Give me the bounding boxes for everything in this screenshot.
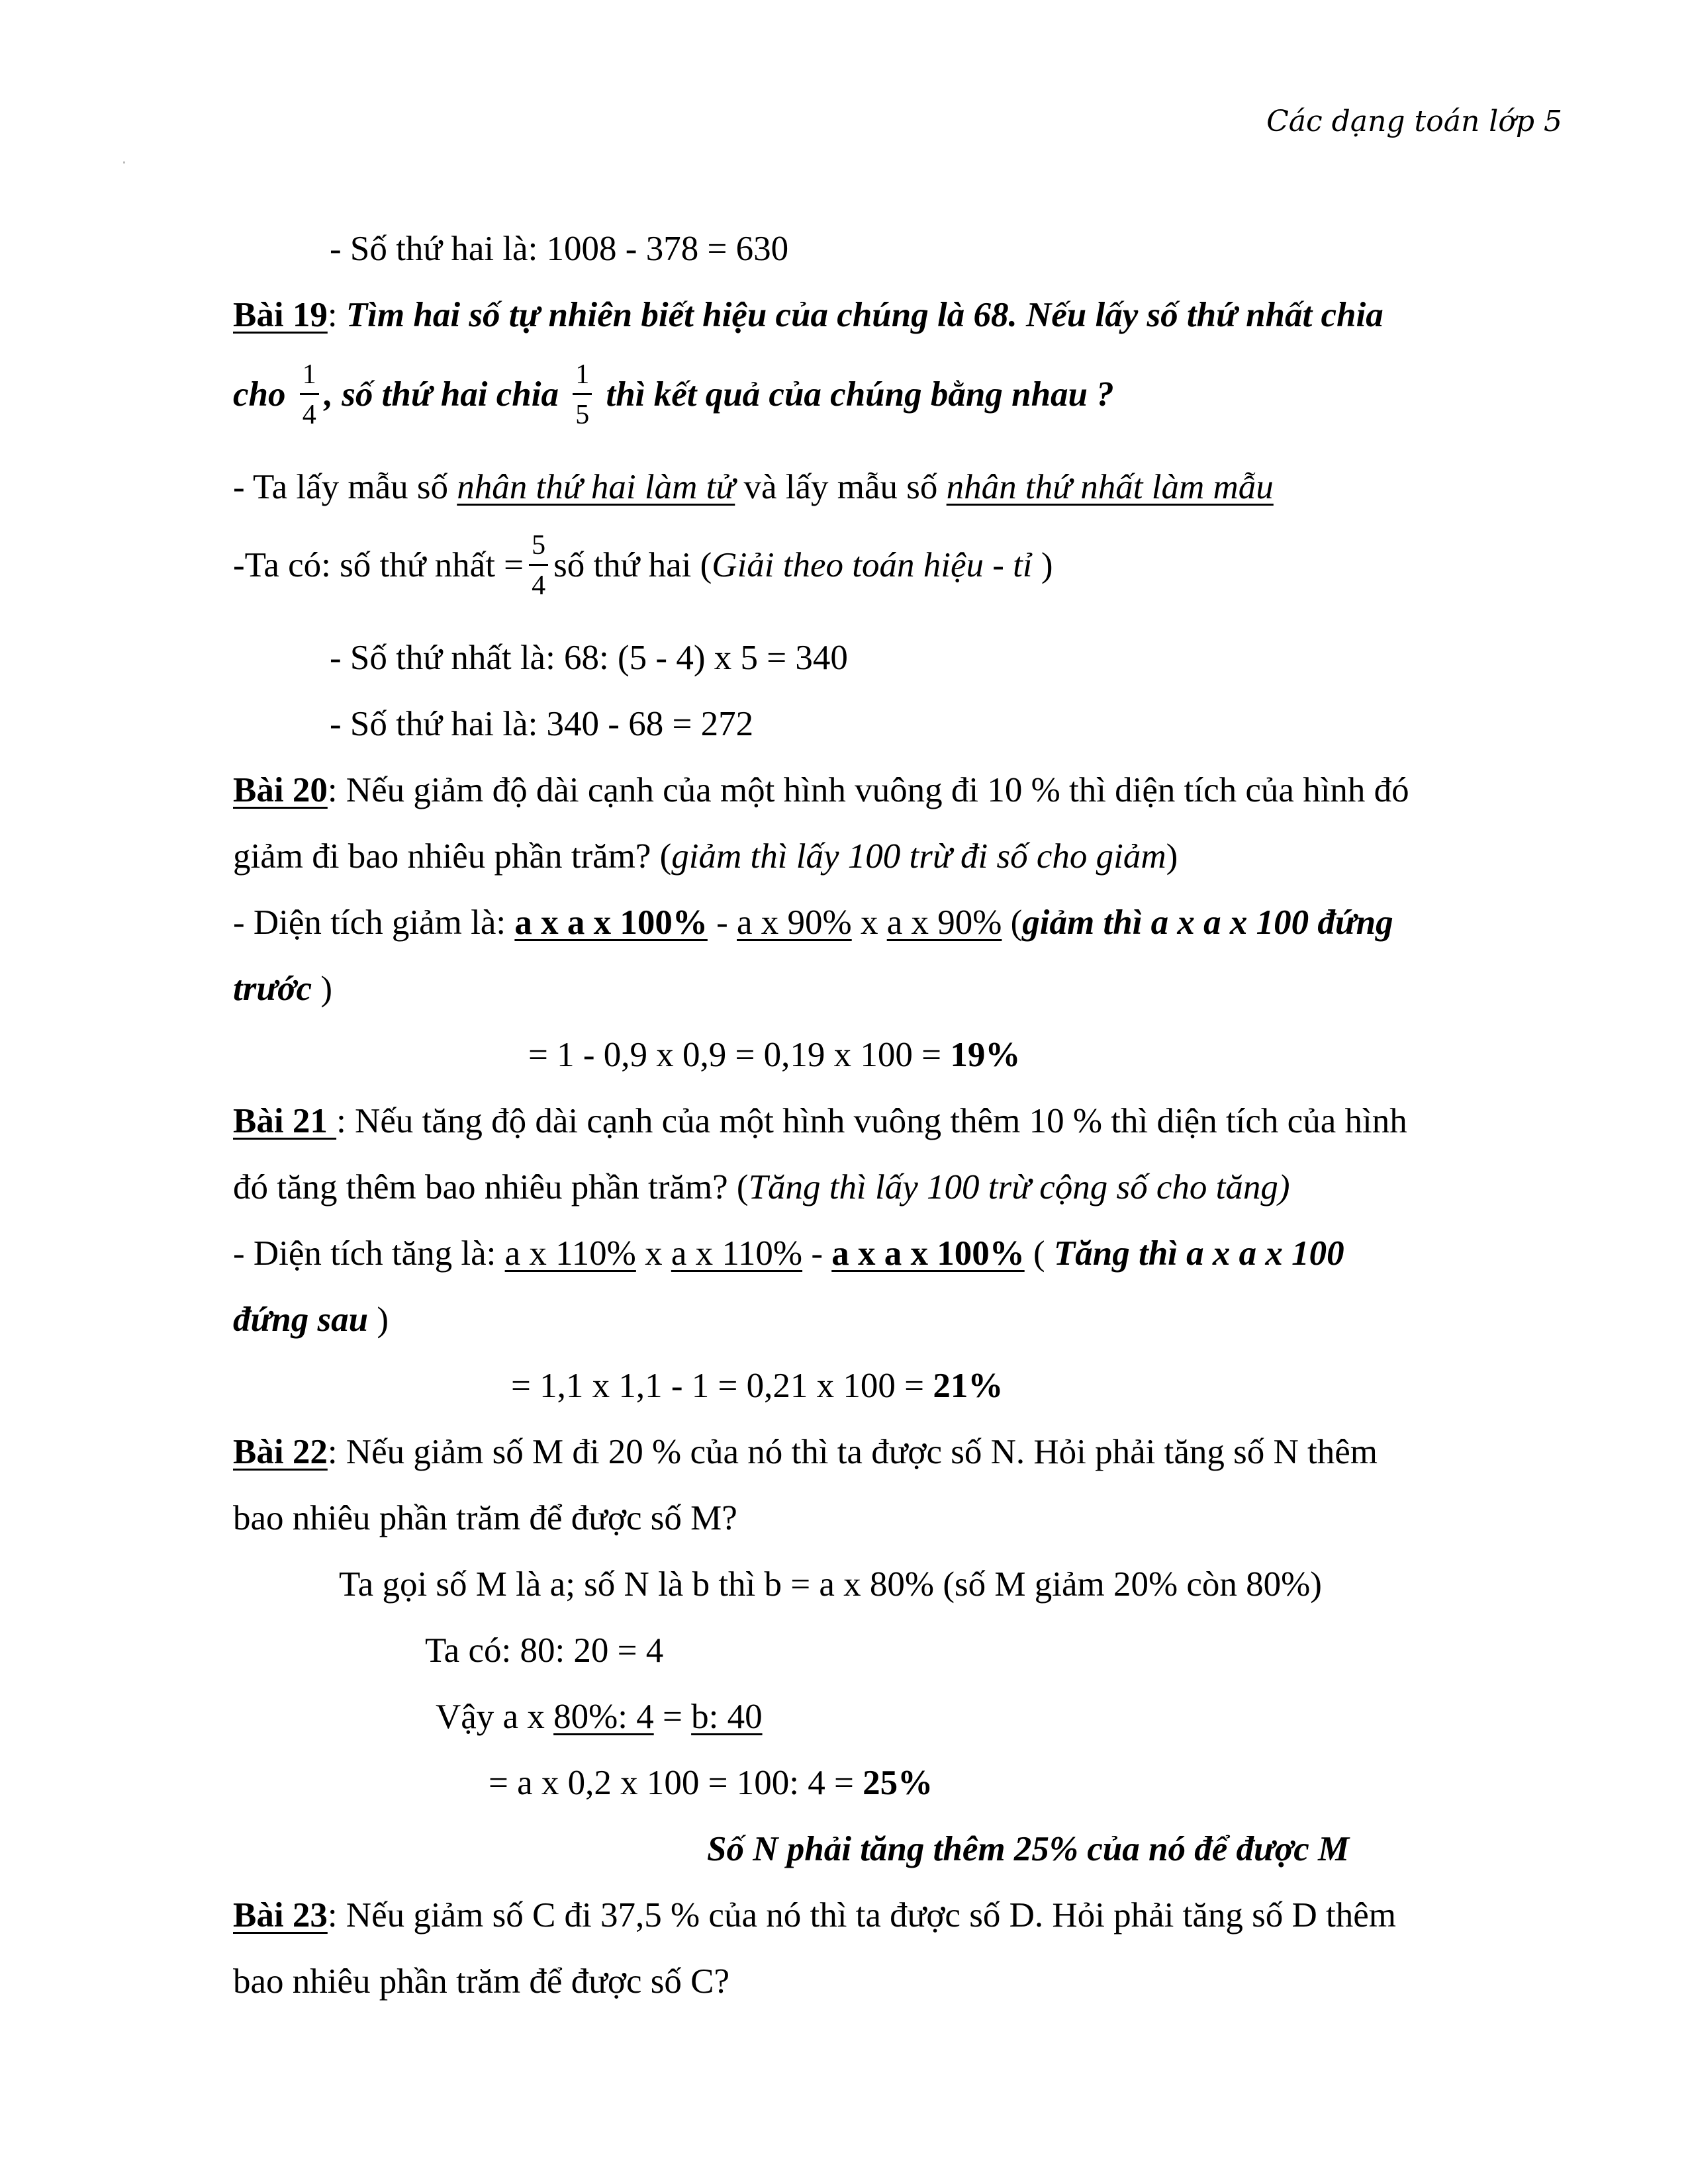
text-line: - Ta lấy mẫu số nhân thứ hai làm tử và lấy mẫu số nhân thứ nhất làm mẫu	[233, 468, 1274, 506]
problem-22-heading: Bài 22: Nếu giảm số M đi 20 % của nó thì ta được số N. Hỏi phải tăng số N thêm	[233, 1433, 1378, 1471]
scan-dot	[123, 161, 125, 163]
problem-label: Bài 20	[233, 771, 328, 809]
problem-21-heading: Bài 21 : Nếu tăng độ dài cạnh của một hình vuông thêm 10 % thì diện tích của hình	[233, 1102, 1407, 1140]
text-line: trước )	[233, 970, 332, 1008]
text-line: Vậy a x 80%: 4 = b: 40	[436, 1698, 763, 1736]
text-line: đó tăng thêm bao nhiêu phần trăm? (Tăng thì lấy 100 trừ cộng số cho tăng)	[233, 1168, 1290, 1206]
text-line: = a x 0,2 x 100 = 100: 4 = 25%	[489, 1764, 933, 1802]
text-line: bao nhiêu phần trăm để được số M?	[233, 1499, 737, 1537]
problem-label: Bài 23	[233, 1896, 328, 1934]
text-line: bao nhiêu phần trăm để được số C?	[233, 1962, 729, 2001]
text-line: -Ta có: số thứ nhất = $\frac{5}{4}$ số thứ hai (Giải theo toán hiệu - tỉ )	[233, 530, 1053, 602]
problem-label: Bài 19	[233, 296, 328, 334]
text-line: - Số thứ nhất là: 68: (5 - 4) x 5 = 340	[330, 639, 848, 677]
problem-label: Bài 22	[233, 1433, 328, 1471]
problem-20-heading: Bài 20: Nếu giảm độ dài cạnh của một hình vuông đi 10 % thì diện tích của hình đó	[233, 771, 1409, 809]
text-line: - Diện tích giảm là: a x a x 100% - a x 90% x a x 90% (giảm thì a x a x 100 đứng	[233, 903, 1393, 942]
text-line: - Số thứ hai là: 1008 - 378 = 630	[330, 230, 789, 268]
text-line: - Diện tích tăng là: a x 110% x a x 110% - a x a x 100% ( Tăng thì a x a x 100	[233, 1234, 1344, 1273]
text-line: đứng sau )	[233, 1300, 389, 1339]
text-line: Ta có: 80: 20 = 4	[425, 1631, 664, 1670]
text-line: - Số thứ hai là: 340 - 68 = 272	[330, 705, 754, 743]
fraction-1-5: $\frac{1}{5}$	[573, 359, 592, 432]
problem-23-heading: Bài 23: Nếu giảm số C đi 37,5 % của nó thì ta được số D. Hỏi phải tăng số D thêm	[233, 1896, 1396, 1934]
text-line: = 1 - 0,9 x 0,9 = 0,19 x 100 = 19%	[528, 1036, 1021, 1074]
page-header: Các dạng toán lớp 5	[1266, 105, 1562, 138]
text-line: giảm đi bao nhiêu phần trăm? (giảm thì lấy 100 trừ đi số cho giảm)	[233, 837, 1178, 876]
conclusion-line: Số N phải tăng thêm 25% của nó để được M	[707, 1830, 1350, 1868]
text-line: Ta gọi số M là a; số N là b thì b = a x 80% (số M giảm 20% còn 80%)	[339, 1565, 1322, 1604]
problem-label: Bài 21	[233, 1102, 337, 1140]
text-line: = 1,1 x 1,1 - 1 = 0,21 x 100 = 21%	[511, 1367, 1004, 1405]
problem-19-heading: Bài 19: Tìm hai số tự nhiên biết hiệu của chúng là 68. Nếu lấy số thứ nhất chia	[233, 296, 1383, 334]
problem-19-line2: cho $\frac{1}{4}$ , số thứ hai chia $\frac{1}{5}$ thì kết quả của chúng bằng nhau ?	[233, 359, 1114, 431]
fraction-1-4: $\frac{1}{4}$	[300, 359, 319, 432]
fraction-5-4: $\frac{5}{4}$	[529, 529, 548, 602]
